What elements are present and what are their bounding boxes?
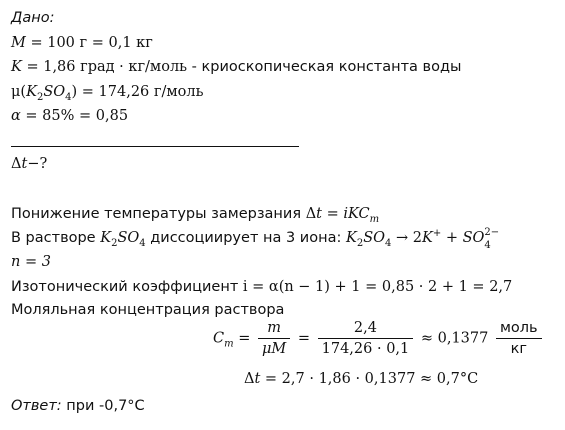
given-heading: Дано: bbox=[11, 10, 55, 26]
freezing-text: Понижение температуры замерзания bbox=[11, 206, 302, 222]
solution-line-dissociation: В растворе $K_2SO_4$ диссоциирует на 3 иона: $K_2SO_4 \to 2K^+$ + SO 2− 4 bbox=[11, 227, 500, 251]
k-description: - криоскопическая константа воды bbox=[187, 59, 462, 75]
solution-line-n: n = 3 bbox=[11, 254, 51, 270]
molar-mass-value: 174,26 г/моль bbox=[98, 84, 204, 100]
dissociation-text-b: диссоциирует на 3 иона: bbox=[150, 230, 342, 246]
solution-line-molality: Моляльная концентрация раствора bbox=[11, 302, 285, 318]
given-cryoscopic-constant: K = 1,86 град · кг/моль - криоскопическая константа воды bbox=[11, 59, 462, 75]
isotonic-text: Изотонический коэффициент bbox=[11, 279, 239, 295]
solution-line-isotonic bbox=[11, 277, 512, 297]
divider-line bbox=[11, 146, 299, 147]
answer-text: при -0,7°C bbox=[61, 398, 145, 414]
given-alpha: α = 85% = 0,85 bbox=[11, 108, 129, 124]
solution-line-freezing: Понижение температуры замерзания Δt = iKC$_m$ bbox=[11, 206, 380, 225]
answer-label: Ответ: bbox=[11, 398, 62, 414]
dissociation-text-a: В растворе bbox=[11, 230, 96, 246]
given-mass: M = 100 г = 0,1 кг bbox=[11, 35, 153, 51]
fraction-units: $\frac{\text{моль}}{кг}$ bbox=[496, 318, 542, 359]
molality-equation: $C_m$ = $\frac{m}{\mu M}$ = $\frac{2,4}{174,26 \cdot 0,1}$ ≈ 0,1377 $\frac{\text{моль}}{кг}$ bbox=[213, 318, 545, 359]
fraction-m-over-mu-m: $\frac{m}{\mu M}$ bbox=[258, 318, 290, 359]
find-delta-t: Δt−? bbox=[11, 156, 48, 172]
isotonic-formula: i = α(n − 1) + 1 = 0,85 · 2 + 1 = 2,7 bbox=[242, 279, 513, 295]
k-value: 1,86 град · кг/моль bbox=[43, 59, 188, 75]
mass-value: 100 г = 0,1 кг bbox=[47, 35, 153, 51]
delta-t-equation: Δt = 2,7 · 1,86 · 0,1377 ≈ 0,7°C bbox=[244, 371, 479, 387]
molality-result: ≈ 0,1377 bbox=[420, 330, 489, 347]
given-molar-mass: $\mu(K_2SO_4) = 174,26$ г/моль bbox=[11, 84, 204, 103]
fraction-numeric: $\frac{2,4}{174,26 \cdot 0,1}$ bbox=[318, 318, 414, 359]
answer-line bbox=[11, 396, 145, 416]
alpha-value: 85% = 0,85 bbox=[42, 108, 129, 124]
